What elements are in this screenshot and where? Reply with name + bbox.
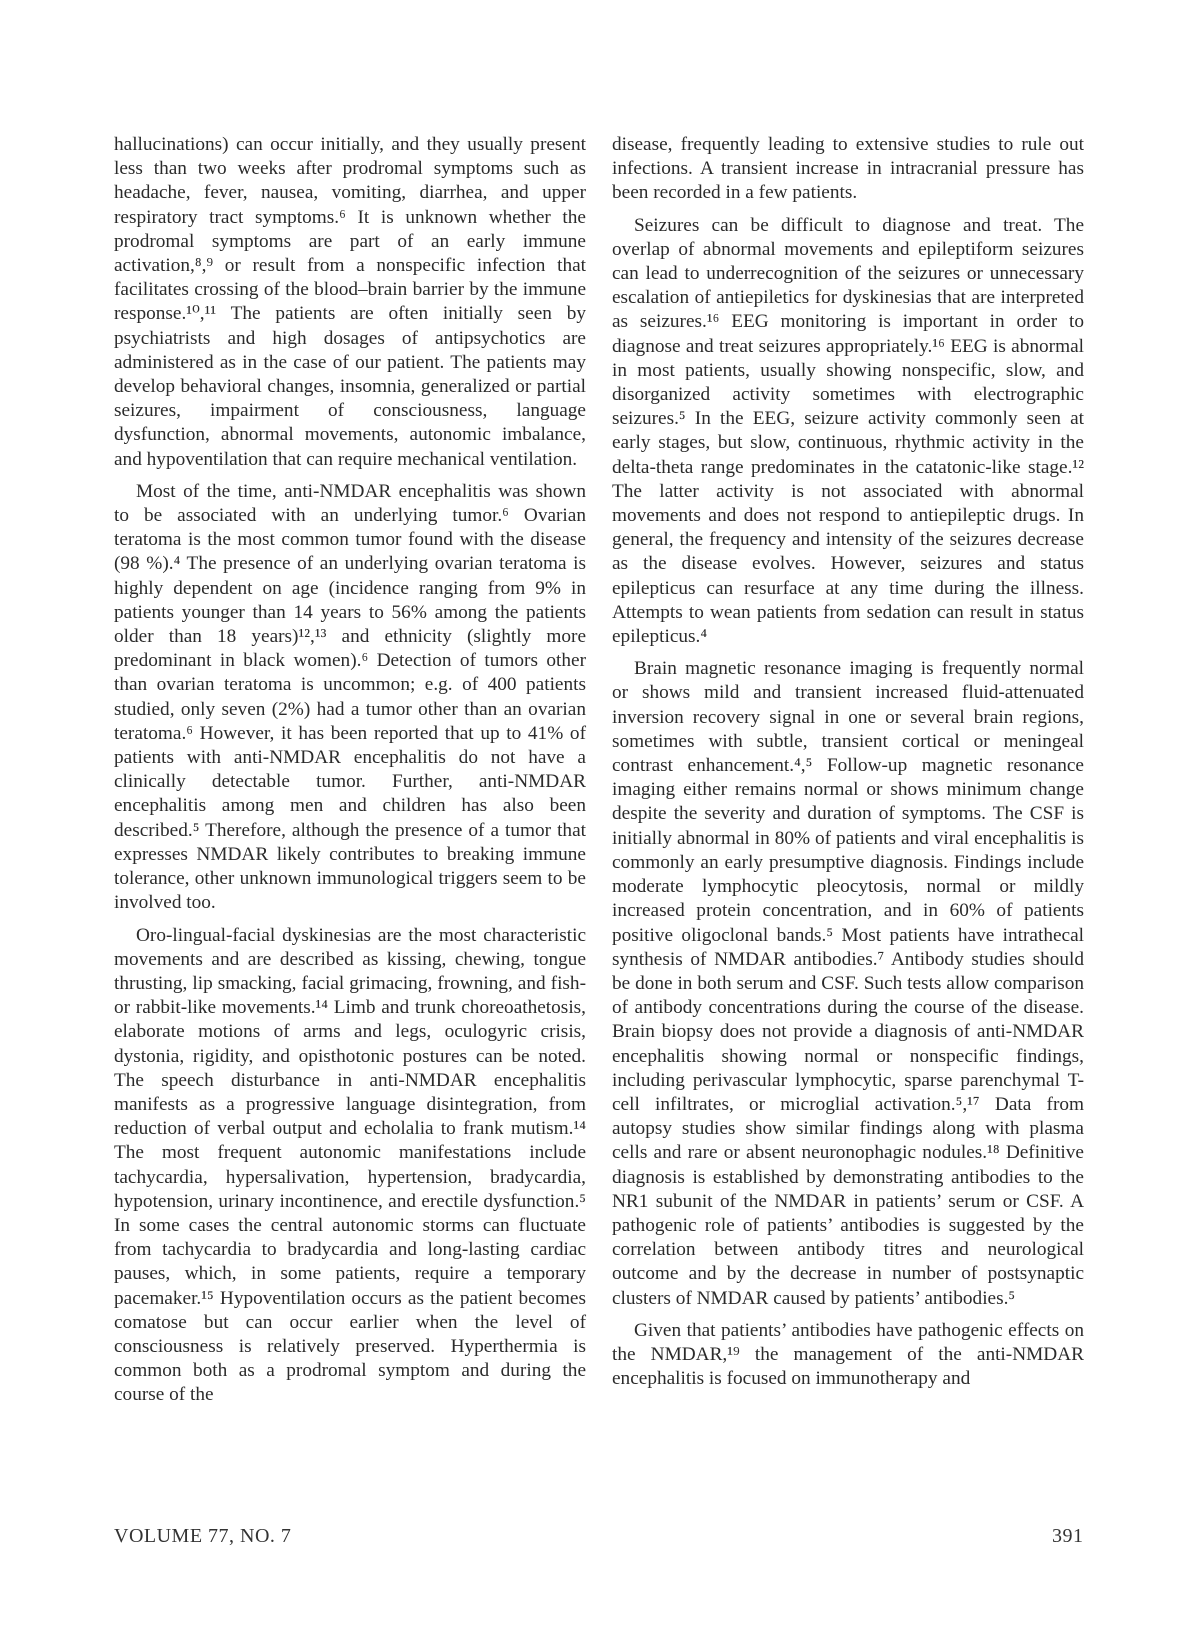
right-paragraph-2: Seizures can be difficult to diagnose and treat. The overlap of abnormal movements and epileptiform seizures can lead to underrecognition of the seizures or unnecessary escalation of antiepiletics for dyskinesias that are interpreted as seizures.¹⁶ EEG monitoring is important in order to diagnose and treat seizures appropriately.¹⁶ EEG is abnormal in most patients, usually showing nonspecific, slow, and disorganized activity sometimes with electrographic seizures.⁵ In the EEG, seizure activity commonly seen at early stages, but slow, continuous, rhythmic activity in the delta-theta range predominates in the catatonic-like stage.¹² The latter activity is not associated with abnormal movements and does not respond to antiepileptic drugs. In general, the frequency and intensity of the seizures decrease as the disease evolves. However, seizures and status epilepticus can resurface at any time during the illness. Attempts to wean patients from sedation can result in status epilepticus.⁴ bbox=[612, 214, 1084, 648]
left-paragraph-3: Oro-lingual-facial dyskinesias are the most characteristic movements and are described as kissing, chewing, tongue thrusting, lip smacking, facial grimacing, frowning, and fish- or rabbit-like movements.¹⁴ Limb and trunk choreoathetosis, elaborate motions of arms and legs, oculogyric crisis, dystonia, rigidity, and opisthotonic postures can be noted. The speech disturbance in anti-NMDAR encephalitis manifests as a progressive language disintegration, from reduction of verbal output and echolalia to frank mutism.¹⁴ The most frequent autonomic manifestations include tachycardia, hypersalivation, hypertension, bradycardia, hypotension, urinary incontinence, and erectile dysfunction.⁵ In some cases the central autonomic storms can fluctuate from tachycardia to bradycardia and long-lasting cardiac pauses, which, in some patients, require a temporary pacemaker.¹⁵ Hypoventilation occurs as the patient becomes comatose but can occur earlier when the level of consciousness is relatively preserved. Hyperthermia is common both as a prodromal symptom and during the course of the bbox=[114, 924, 586, 1406]
footer-volume: VOLUME 77, NO. 7 bbox=[114, 1525, 292, 1547]
right-paragraph-4: Given that patients’ antibodies have pathogenic effects on the NMDAR,¹⁹ the management of the anti-NMDAR encephalitis is focused on immunotherapy and bbox=[612, 1319, 1084, 1390]
right-paragraph-3: Brain magnetic resonance imaging is frequently normal or shows mild and transient increased fluid-attenuated inversion recovery signal in one or several brain regions, sometimes with subtle, transient cortical or meningeal contrast enhancement.⁴,⁵ Follow-up magnetic resonance imaging either remains normal or shows minimum change despite the severity and duration of symptoms. The CSF is initially abnormal in 80% of patients and viral encephalitis is commonly an early presumptive diagnosis. Findings include moderate lymphocytic pleocytosis, normal or mildly increased protein concentration, and in 60% of patients positive oligoclonal bands.⁵ Most patients have intrathecal synthesis of NMDAR antibodies.⁷ Antibody studies should be done in both serum and CSF. Such tests allow comparison of antibody concentrations during the course of the disease. Brain biopsy does not provide a diagnosis of anti-NMDAR encephalitis showing normal or nonspecific findings, including perivascular lymphocytic, sparse parenchymal T-cell infiltrates, or microglial activation.⁵,¹⁷ Data from autopsy studies show similar findings along with plasma cells and rare or absent neuronophagic nodules.¹⁸ Definitive diagnosis is established by demonstrating antibodies to the NR1 subunit of the NMDAR in patients’ serum or CSF. A pathogenic role of patients’ antibodies is suggested by the correlation between antibody titres and neurological outcome and by the decrease in number of postsynaptic clusters of NMDAR caused by patients’ antibodies.⁵ bbox=[612, 658, 1084, 1309]
right-column bbox=[612, 133, 1084, 1399]
footer-page-number: 391 bbox=[1052, 1525, 1084, 1547]
left-paragraph-2: Most of the time, anti-NMDAR encephalitis was shown to be associated with an underlying tumor.⁶ Ovarian teratoma is the most common tumor found with the disease (98 %).⁴ The presence of an underlying ovarian teratoma is highly dependent on age (incidence ranging from 9% in patients younger than 14 years to 56% among the patients older than 18 years)¹²,¹³ and ethnicity (slightly more predominant in black women).⁶ Detection of tumors other than ovarian teratoma is uncommon; e.g. of 400 patients studied, only seven (2%) had a tumor other than an ovarian teratoma.⁶ However, it has been reported that up to 41% of patients with anti-NMDAR encephalitis do not have a clinically detectable tumor. Further, anti-NMDAR encephalitis among men and children has also been described.⁵ Therefore, although the presence of a tumor that expresses NMDAR likely contributes to breaking immune tolerance, other unknown immunological triggers seem to be involved too. bbox=[114, 480, 586, 914]
left-paragraph-1: hallucinations) can occur initially, and they usually present less than two weeks after prodromal symptoms such as headache, fever, nausea, vomiting, diarrhea, and upper respiratory tract symptoms.⁶ It is unknown whether the prodromal symptoms are part of an early immune activation,⁸,⁹ or result from a nonspecific infection that facilitates crossing of the blood–brain barrier by the immune response.¹⁰,¹¹ The patients are often initially seen by psychiatrists and high dosages of antipsychotics are administered as in the case of our patient. The patients may develop behavioral changes, insomnia, generalized or partial seizures, impairment of consciousness, language dysfunction, abnormal movements, autonomic imbalance, and hypoventilation that can require mechanical ventilation. bbox=[114, 134, 586, 470]
right-paragraph-1: disease, frequently leading to extensive studies to rule out infections. A transient increase in intracranial pressure has been recorded in a few patients. bbox=[612, 134, 1084, 204]
left-column bbox=[114, 133, 586, 1416]
